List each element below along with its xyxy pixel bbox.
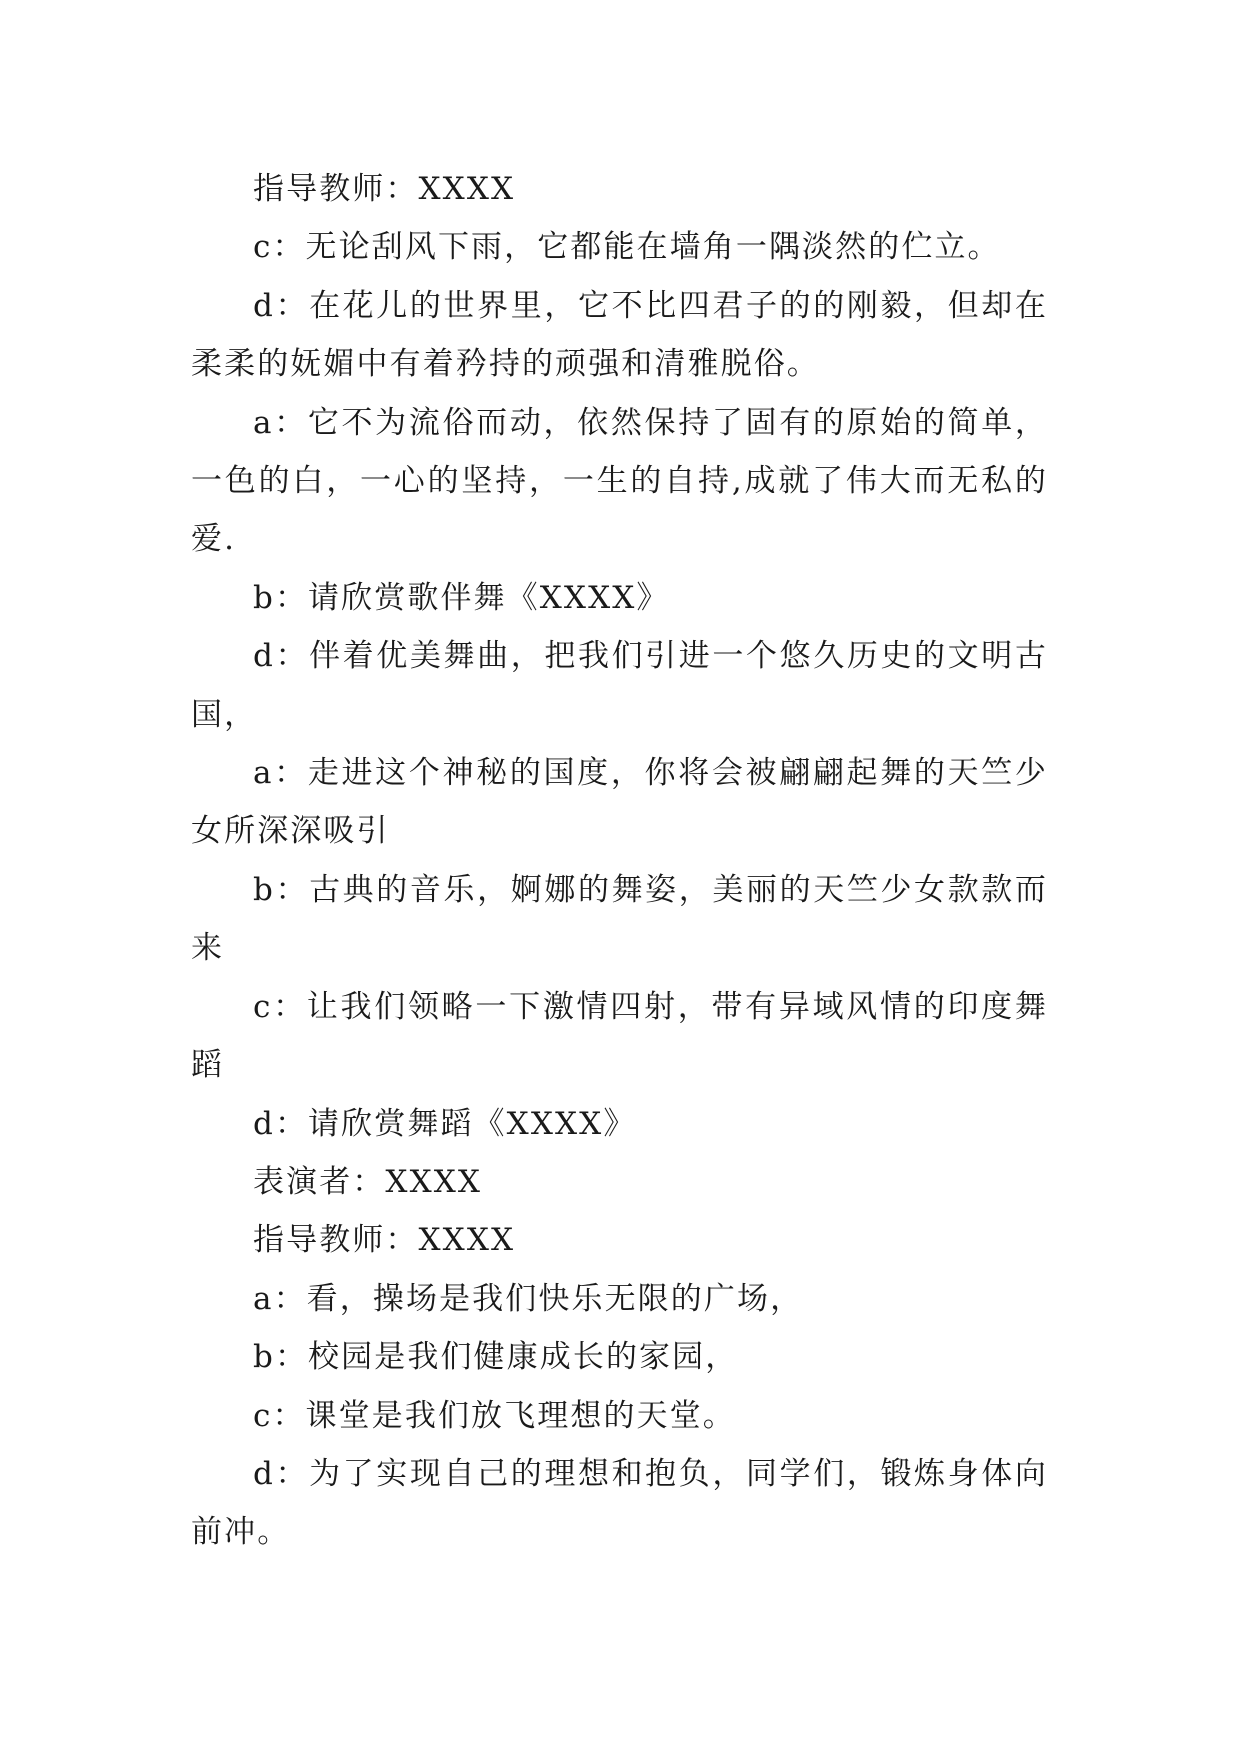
paragraph: b：请欣赏歌伴舞《XXXX》 — [253, 579, 670, 616]
paragraph: a：它不为流俗而动，依然保持了固有的原始的简单，一色的白，一心的坚持，一生的自持,成就了伟大而无私的爱. — [191, 404, 1048, 558]
paragraph: a：走进这个神秘的国度，你将会被翩翩起舞的天竺少女所深深吸引 — [191, 755, 1048, 850]
paragraph: a：看，操场是我们快乐无限的广场， — [253, 1280, 804, 1317]
paragraph: b：校园是我们健康成长的家园， — [253, 1339, 739, 1376]
paragraph: 指导教师：XXXX — [253, 1222, 516, 1259]
paragraph: d：在花儿的世界里，它不比四君子的的刚毅，但却在柔柔的妩媚中有着矜持的顽强和清雅脱俗。 — [191, 287, 1048, 383]
paragraph: c：让我们领略一下激情四射，带有异域风情的印度舞蹈 — [191, 988, 1048, 1084]
paragraph: 指导教师：XXXX — [253, 171, 516, 207]
paragraph: c：课堂是我们放飞理想的天堂。 — [253, 1397, 736, 1434]
paragraph: d：请欣赏舞蹈《XXXX》 — [253, 1105, 637, 1142]
paragraph: d：伴着优美舞曲，把我们引进一个悠久历史的文明古国， — [191, 638, 1048, 733]
document-body — [191, 160, 1048, 1562]
paragraph: 表演者：XXXX — [253, 1163, 483, 1200]
paragraph: d：为了实现自己的理想和抱负，同学们，锻炼身体向前冲。 — [191, 1455, 1048, 1551]
paragraph: b：古典的音乐，婀娜的舞姿，美丽的天竺少女款款而来 — [191, 871, 1048, 967]
paragraph: c：无论刮风下雨，它都能在墙角一隅淡然的伫立。 — [253, 229, 1001, 266]
